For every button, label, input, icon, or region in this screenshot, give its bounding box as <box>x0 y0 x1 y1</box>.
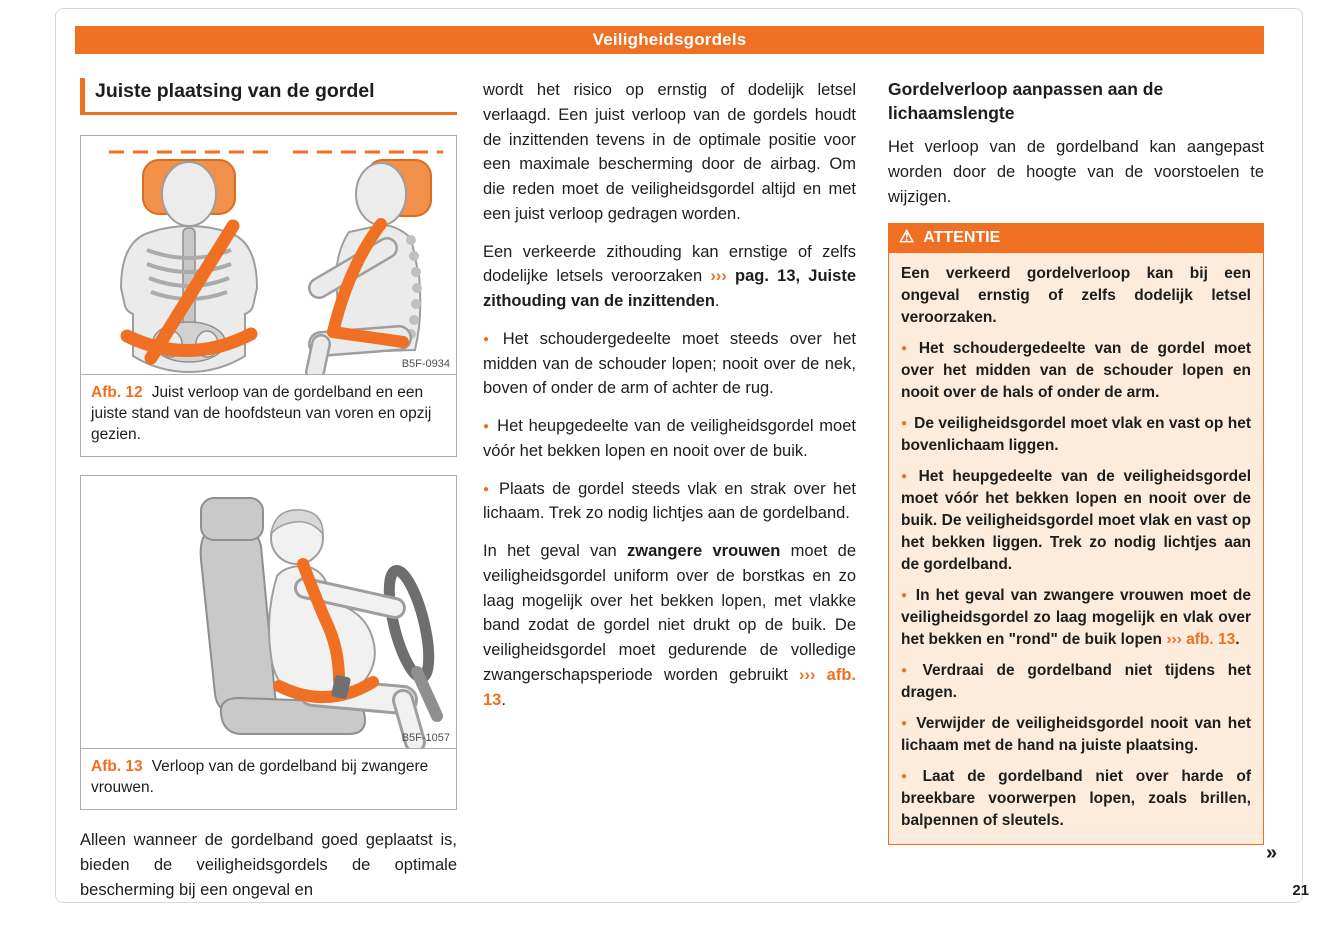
pregnant-driver-figure <box>201 498 437 742</box>
figure-13-caption <box>81 749 456 809</box>
text-segment: Een verkeerde zithouding kan ernstige of zelfs dodelijke letsels veroorzaken <box>483 242 856 286</box>
page-number: 21 <box>1292 882 1309 899</box>
bullet-icon: ● <box>483 421 491 432</box>
bullet-item: ● Het schoudergedeelte moet steeds over het midden van de schouder lopen; nooit over de nek, boven of onder de arm of achter de rug. <box>483 329 856 398</box>
figure-12-caption-text: Juist verloop van de gordelband en een juiste stand van de hoofdsteun van voren en opzij gezien. <box>91 384 432 444</box>
paragraph-belt-adjustment: Het verloop van de gordelband kan aangepast worden door de hoogte van de voorstoelen te wijzigen. <box>888 138 1264 206</box>
bullet-icon: ● <box>483 483 492 495</box>
attention-box <box>888 223 1264 845</box>
text-segment: ››› <box>799 665 816 684</box>
attention-bullet-list <box>901 338 1251 832</box>
bullet-icon: ● <box>901 342 912 354</box>
bullet-icon: ● <box>901 470 912 482</box>
bullet-icon: ● <box>901 770 916 782</box>
text-segment: ››› <box>710 267 727 286</box>
column-middle <box>483 78 856 725</box>
text-segment: afb. 13 <box>483 665 856 709</box>
bullet-item: ● Het schoudergedeelte van de gordel moet over het midden van de schouder lopen en nooit over de hals of onder de arm. <box>901 339 1251 401</box>
figure-13 <box>80 475 457 810</box>
text-segment: pag. 13, Juiste zithouding van de inzittenden <box>483 267 856 310</box>
bullet-item: ● Het heupgedeelte van de veiligheidsgordel moet vóór het bekken lopen en nooit over de buik. <box>483 417 856 460</box>
bullet-icon: ● <box>901 589 909 601</box>
paragraph-airbag-protection: wordt het risico op ernstig of dodelijk letsel verlaagd. Een juist verloop van de gordels houdt de inzittenden tevens in de optimale positie voor een maximale bescherming door de airbag. Om die reden moet de veiligheidsgordel altijd en met een juist verloop gedragen worden. <box>483 81 856 223</box>
paragraph-seating-position <box>483 240 856 314</box>
attention-body <box>888 253 1264 845</box>
subsection-title: Gordelverloop aanpassen aan de lichaamslengte <box>888 79 1164 123</box>
bullet-item: ● Laat de gordelband niet over harde of breekbare voorwerpen lopen, zoals brillen, balpennen of sleutels. <box>901 767 1251 829</box>
page-title: Veiligheidsgordels <box>592 30 747 49</box>
text-segment: moet de veiligheidsgordel uniform over de borstkas en zo laag mogelijk over het bekken lopen, met vlakke band zodat de gordel niet drukt op de buik. De veiligheidsgordel moet gedurende de volledige zwangerschapsperiode worden gebruikt <box>483 542 856 684</box>
warning-triangle-icon: ⚠ <box>899 227 915 246</box>
bullet-item: ● Het heupgedeelte van de veiligheidsgordel moet vóór het bekken lopen en nooit over de buik. De veiligheidsgordel moet vlak en vast op het bekken liggen. Trek zo nodig lichtjes aan de gordelband. <box>901 467 1251 573</box>
text-segment: In het geval van zwangere vrouwen moet de veiligheidsgordel zo laag mogelijk en vlak over het bekken en "rond" de buik lopen <box>901 586 1251 648</box>
steering-wheel <box>381 567 437 681</box>
seatbelt-routing-illustration <box>81 136 456 374</box>
figure-12-label: Afb. 12 <box>91 384 143 402</box>
head <box>162 162 216 226</box>
figure-13-label: Afb. 13 <box>91 758 143 776</box>
head <box>356 163 406 225</box>
attention-title: ATTENTIE <box>923 228 1001 246</box>
figure-13-caption-text: Verloop van de gordelband bij zwangere vrouwen. <box>91 758 429 797</box>
pregnant-driver-illustration <box>81 476 456 748</box>
figure-12-code: B5F-0934 <box>401 358 450 371</box>
text-segment: . <box>501 690 506 709</box>
figure-13-image <box>81 476 456 749</box>
continuation-mark: » <box>1266 842 1278 864</box>
front-view-figure <box>109 152 271 372</box>
bullet-item: ● Plaats de gordel steeds vlak en strak over het lichaam. Trek zo nodig lichtjes aan de gordelband. <box>483 479 856 523</box>
column-left <box>80 78 457 915</box>
left-paragraph: Alleen wanneer de gordelband goed geplaatst is, bieden de veiligheidsgordels de optimale bescherming bij een ongeval en <box>80 831 457 899</box>
text-segment <box>815 666 826 684</box>
belt-routing-bullet-list <box>483 327 856 526</box>
text-segment: afb. 13 <box>1186 630 1236 648</box>
figure-12-caption <box>81 375 456 456</box>
paragraph-pregnant-women <box>483 539 856 712</box>
text-segment: In het geval van <box>483 542 627 560</box>
text-segment: . <box>1235 630 1240 648</box>
seat-back <box>201 528 277 716</box>
figure-12 <box>80 135 457 457</box>
bullet-item <box>901 585 1251 651</box>
bullet-item: ● Verwijder de veiligheidsgordel nooit van het lichaam met de hand na juiste plaatsing. <box>901 714 1251 754</box>
bullet-item: ● De veiligheidsgordel moet vlak en vast op het bovenlichaam liggen. <box>901 414 1251 454</box>
bullet-icon: ● <box>483 333 496 345</box>
text-segment: zwangere vrouwen <box>626 542 781 560</box>
bullet-icon: ● <box>901 717 910 729</box>
bullet-item: ● Verdraai de gordelband niet tijdens het dragen. <box>901 661 1251 701</box>
page-header-bar <box>75 26 1264 54</box>
section-title: Juiste plaatsing van de gordel <box>80 78 457 115</box>
headrest <box>201 498 263 540</box>
side-view-figure <box>293 152 443 372</box>
text-segment: ››› <box>1166 630 1182 648</box>
bullet-icon: ● <box>901 417 908 429</box>
text-segment: . <box>714 292 720 310</box>
text-segment <box>727 267 735 285</box>
attention-lead: Een verkeerd gordelverloop kan bij een ongeval ernstig of zelfs dodelijk letsel veroorzaken. <box>901 264 1251 326</box>
column-right <box>888 78 1264 845</box>
attention-header <box>888 223 1264 253</box>
figure-12-image <box>81 136 456 375</box>
bullet-icon: ● <box>901 664 916 676</box>
figure-13-code: B5F-1057 <box>401 732 450 745</box>
